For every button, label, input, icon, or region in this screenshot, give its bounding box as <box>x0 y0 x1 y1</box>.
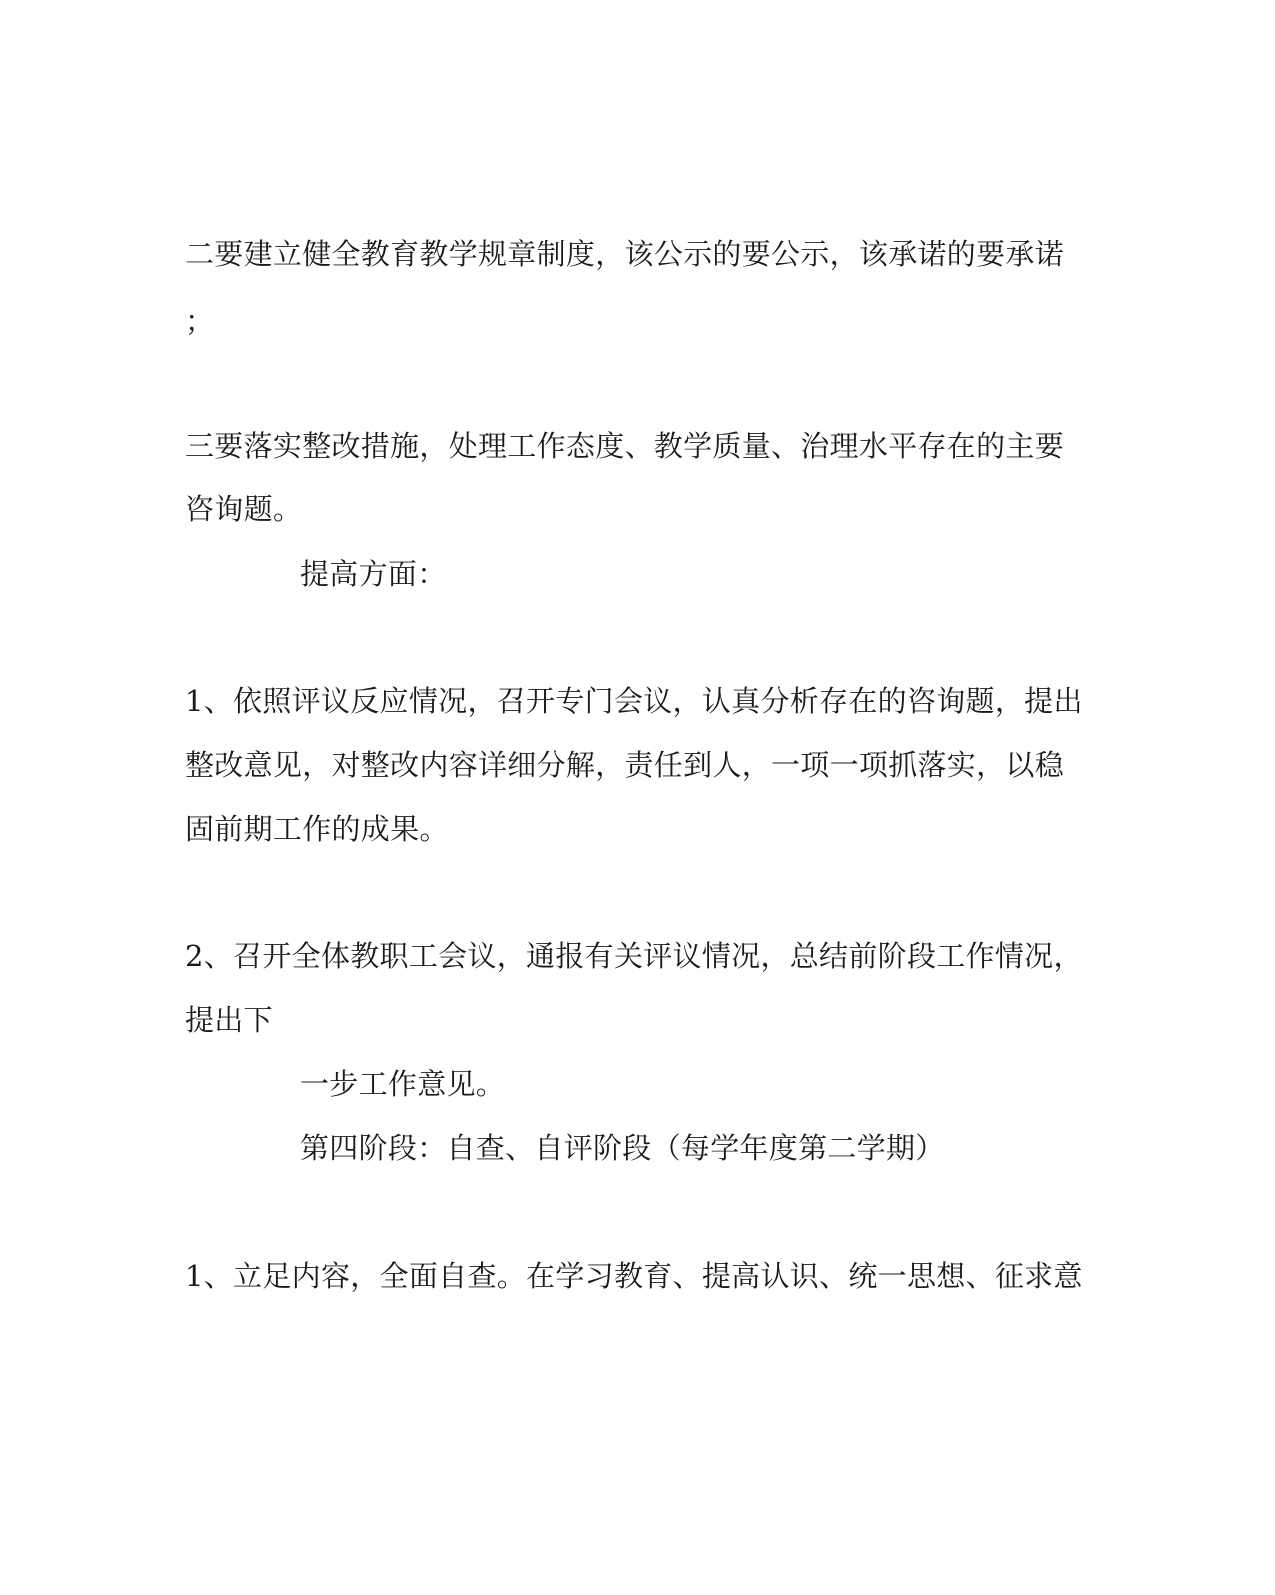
paragraph-line: 整改意见，对整改内容详细分解，责任到人，一项一项抓落实，以稳 <box>185 748 1065 782</box>
paragraph-line: 2、召开全体教职工会议，通报有关评议情况，总结前阶段工作情况， <box>185 939 1083 973</box>
section-heading: 提高方面： <box>300 557 447 591</box>
paragraph-line: 二要建立健全教育教学规章制度，该公示的要公示，该承诺的要承诺 <box>185 237 1065 271</box>
paragraph-line: 咨询题。 <box>185 492 303 526</box>
paragraph-line: 三要落实整改措施，处理工作态度、教学质量、治理水平存在的主要 <box>185 429 1065 463</box>
section-heading: 第四阶段：自查、自评阶段（每学年度第二学期） <box>300 1131 945 1165</box>
paragraph-line: 固前期工作的成果。 <box>185 812 449 846</box>
paragraph-line: 一步工作意见。 <box>300 1067 506 1101</box>
paragraph-line: 1、立足内容，全面自查。在学习教育、提高认识、统一思想、征求意 <box>185 1259 1083 1293</box>
paragraph-line: ； <box>185 304 215 338</box>
paragraph-line: 1、依照评议反应情况，召开专门会议，认真分析存在的咨询题，提出 <box>185 684 1083 718</box>
paragraph-line: 提出下 <box>185 1003 273 1037</box>
